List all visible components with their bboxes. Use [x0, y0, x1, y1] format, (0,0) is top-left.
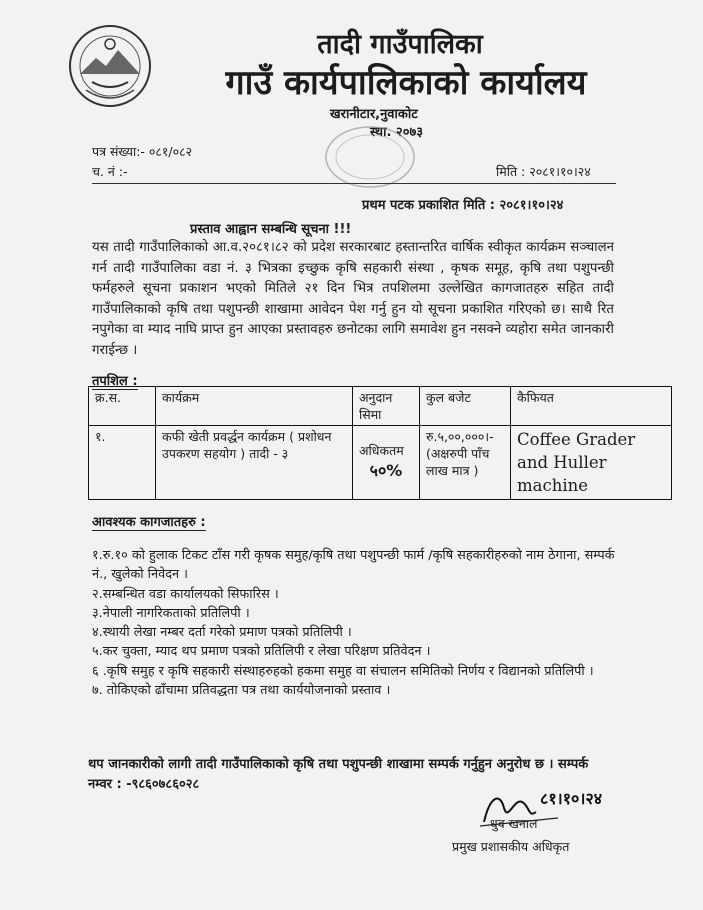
office-address: खरानीटार,नुवाकोट: [330, 107, 418, 122]
list-item: ६ .कृषि समुह र कृषि सहकारी संस्थाहरुहको हकमा समुह वा संचालन समितिको निर्णय र विद्यानको प्रतिलिपी ।: [92, 663, 594, 679]
table-header-row: [89, 387, 672, 426]
row-serial: १.: [89, 426, 156, 500]
grant-label: अधिकतम: [359, 443, 404, 458]
list-item: १.रु.१० को हुलाक टिकट टाँस गरी कृषक समुह/कृषि तथा पशुपन्छी फार्म /कृषि सहकारीहरुको नाम ठेगाना, सम्पर्क नं., खुलेको निवेदन ।: [92, 548, 615, 583]
col-remarks: कैफियत: [511, 387, 672, 426]
requirements-list: [92, 546, 632, 700]
dispatch-number: च. नं :-: [92, 164, 128, 179]
col-serial: क्र.स.: [89, 387, 156, 426]
notice-subject: प्रस्ताव आह्वान सम्बन्धि सूचना !!!: [190, 222, 352, 237]
list-item: ४.स्थायी लेखा नम्बर दर्ता गरेको प्रमाण पत्रको प्रतिलिपी ।: [92, 625, 352, 641]
published-date: प्रथम पटक प्रकाशित मिति : २०८१।१०।२४: [362, 198, 564, 213]
list-item: ७. तोकिएको ढाँचामा प्रतिवद्धता पत्र तथा कार्ययोजनाको प्रस्ताव ।: [92, 683, 391, 699]
signature-date: ८१।१०।२४: [540, 789, 603, 808]
col-program: कार्यक्रम: [156, 387, 353, 426]
municipality-name: तादी गाउँपालिका: [317, 29, 483, 60]
letter-number: पत्र संख्या:- ०८१/०८२: [92, 144, 193, 159]
col-budget: कुल बजेट: [420, 387, 511, 426]
list-item: २.सम्बन्धित वडा कार्यालयको सिफारिस ।: [92, 586, 279, 602]
contact-info: थप जानकारीको लागी तादी गाउँपालिकाको कृषि तथा पशुपन्छी शाखामा सम्पर्क गर्नुहुन अनुरोध छ । सम्पर्क नम्वर : -९८६०७८६०२८: [88, 757, 589, 792]
nepal-emblem-logo: [66, 22, 154, 110]
table-row: [89, 426, 672, 500]
letter-date: मिति : २०८१।१०।२४: [496, 164, 591, 179]
list-item: ५.कर चुक्ता, म्याद थप प्रमाण पत्रको प्रतिलिपी र लेखा परिक्षण प्रतिवेदन ।: [92, 644, 431, 660]
row-grant: [353, 426, 420, 500]
grant-percent: ५०%: [369, 461, 403, 480]
details-heading: तपशिल :: [92, 371, 138, 390]
notice-body: यस तादी गाउँपालिकाको आ.व.२०८१।८२ को प्रदेश सरकारबाट हस्तान्तरित वार्षिक स्वीकृत कार्यक्रम सञ्चालन गर्न तादी गाउँपालिका वडा नं. ३ भित्रका इच्छुक कृषि सहकारी संस्था , कृषक समूह, कृषि तथा पशुपन्छी फर्महरुले सूचना प्रकाशन भएको मितिले २१ दिन भित्र तपशिलमा उल्लेखित कागजातहरु सहित तादी गाउँपालिकाको कृषि तथा पशुपन्छी शाखामा आवेदन पेश गर्नु हुन यो सूचना प्रकाशित गरिएको छ। साथै रित नपुगेका वा म्याद नाघि प्राप्त हुन आएका प्रस्तावहरु छनोटका लागि समावेश हुन नसक्ने व्यहोरा समेत जानकारी गराईन्छ ।: [92, 240, 614, 358]
signer-designation: प्रमुख प्रशासकीय अधिकृत: [452, 839, 570, 854]
office-stamp: [320, 122, 420, 192]
requirements-heading: आवश्यक कागजातहरु :: [92, 512, 206, 531]
office-title: गाउँ कार्यपालिकाको कार्यालय: [225, 63, 587, 103]
row-remarks: Coffee Grader and Huller machine: [511, 426, 672, 500]
established-year: स्था. २०७३: [370, 125, 423, 140]
col-grant: अनुदान सिमा: [353, 387, 420, 426]
list-item: ३.नेपाली नागरिकताको प्रतिलिपी ।: [92, 605, 250, 621]
signer-name: धुव खनाल: [490, 816, 538, 831]
row-budget: रु.५,००,०००।- (अक्षरुपी पाँच लाख मात्र ): [420, 426, 511, 500]
row-program: कफी खेती प्रवर्द्धन कार्यक्रम ( प्रशोधन उपकरण सहयोग ) तादी - ३: [156, 426, 353, 500]
program-table: [88, 386, 672, 500]
header-divider: [92, 183, 616, 184]
